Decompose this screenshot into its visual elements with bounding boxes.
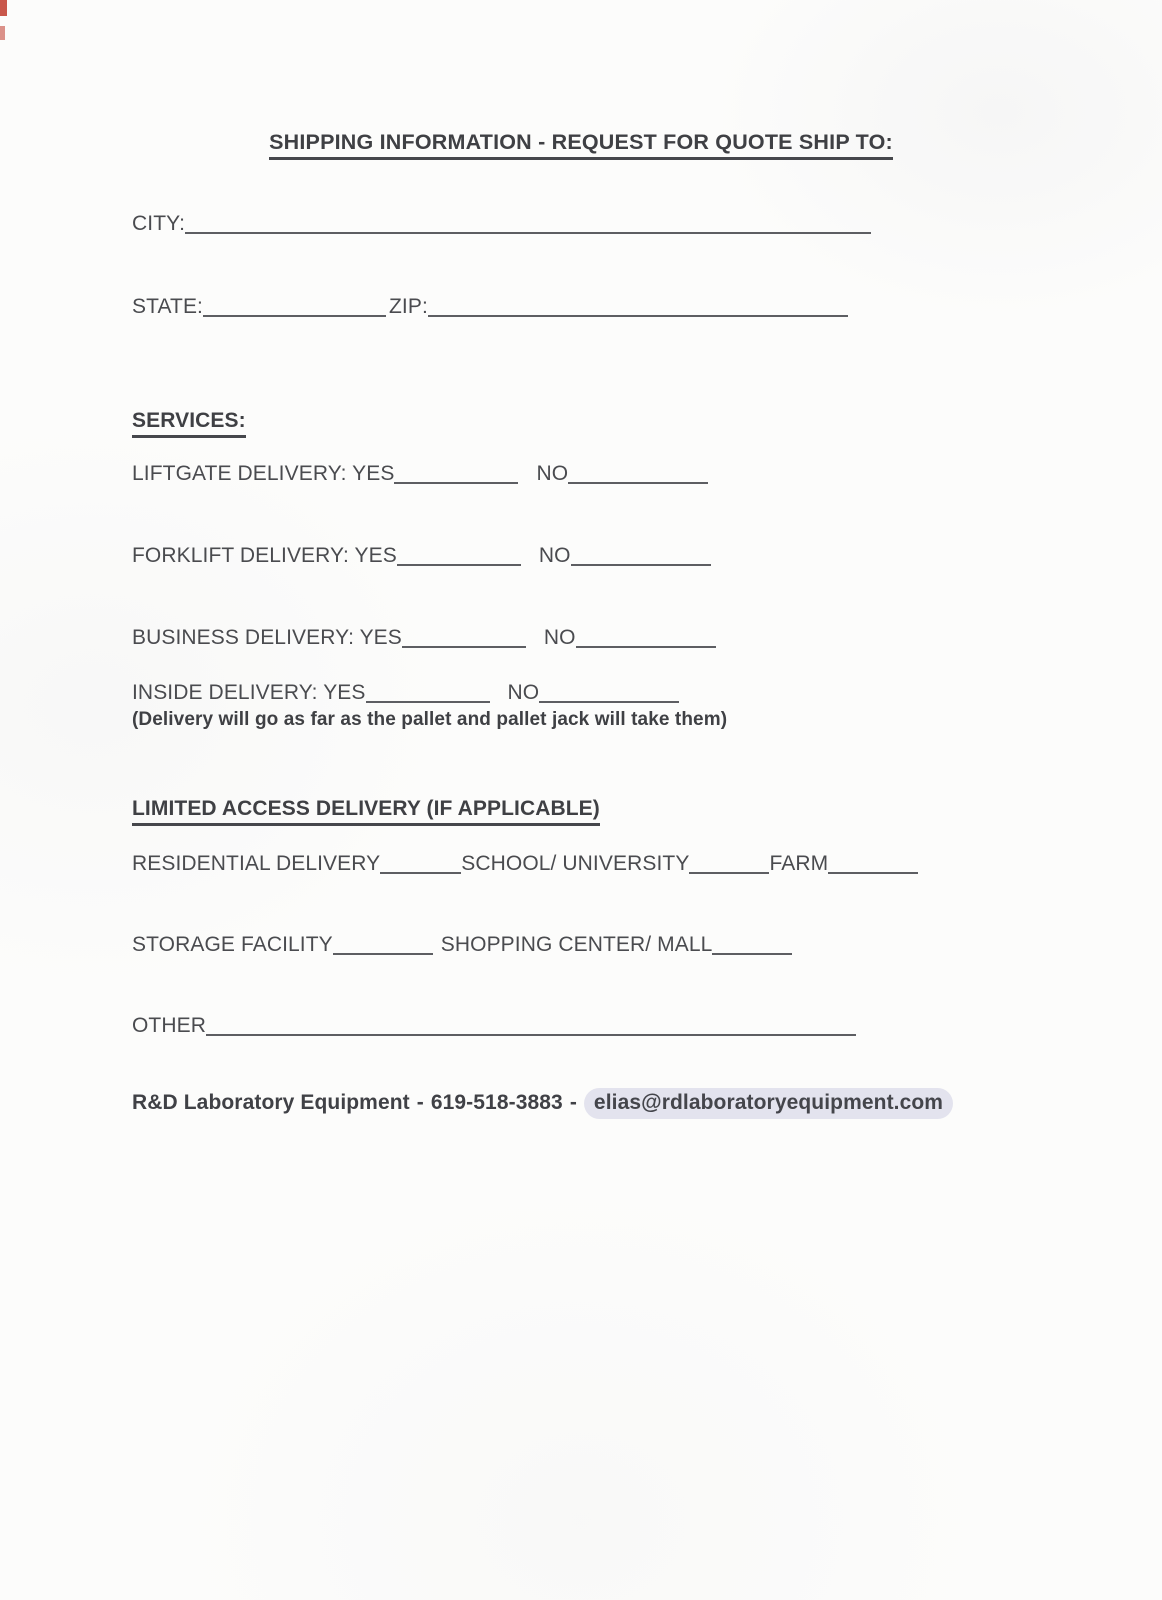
page-title-text: SHIPPING INFORMATION - REQUEST FOR QUOTE SHIP TO:	[269, 130, 893, 160]
no-label: NO	[507, 681, 540, 704]
city-row	[132, 211, 871, 237]
city-input-line[interactable]	[185, 229, 871, 234]
storage-facility-line[interactable]	[333, 950, 433, 955]
school-university-line[interactable]	[689, 869, 769, 874]
school-university-label: SCHOOL/ UNIVERSITY	[461, 852, 690, 875]
inside-no-line[interactable]	[539, 698, 679, 703]
liftgate-yes-line[interactable]	[394, 479, 518, 484]
yes-label: YES	[352, 462, 395, 485]
inside-delivery-note: (Delivery will go as far as the pallet and pallet jack will take them)	[132, 709, 728, 730]
state-zip-row	[132, 294, 848, 320]
shopping-center-mall-line[interactable]	[712, 950, 792, 955]
footer-contact-line	[132, 1090, 953, 1116]
business-yes-line[interactable]	[402, 643, 526, 648]
shopping-center-mall-label: SHOPPING CENTER/ MALL	[440, 933, 713, 956]
limited-access-row-1	[132, 851, 918, 877]
other-row	[132, 1013, 856, 1039]
limited-access-row-2	[132, 932, 792, 958]
state-label: STATE:	[132, 295, 203, 318]
services-heading-text: SERVICES:	[132, 408, 246, 438]
zip-input-line[interactable]	[428, 312, 848, 317]
forklift-delivery-label: FORKLIFT DELIVERY:	[132, 544, 349, 567]
other-label: OTHER	[132, 1014, 206, 1037]
limited-access-heading	[132, 796, 600, 826]
page-title	[0, 130, 1162, 160]
state-input-line[interactable]	[203, 312, 386, 317]
yes-label: YES	[359, 626, 402, 649]
phone-number: 619-518-3883	[430, 1091, 563, 1114]
services-heading	[132, 408, 246, 438]
scan-edge-artifact	[0, 26, 5, 40]
forklift-no-line[interactable]	[571, 561, 711, 566]
yes-label: YES	[354, 544, 397, 567]
forklift-yes-line[interactable]	[397, 561, 521, 566]
business-delivery-label: BUSINESS DELIVERY:	[132, 626, 355, 649]
email-link[interactable]: elias@rdlaboratoryequipment.com	[584, 1088, 953, 1119]
limited-access-heading-text: LIMITED ACCESS DELIVERY (IF APPLICABLE)	[132, 796, 600, 826]
no-label: NO	[543, 626, 576, 649]
farm-label: FARM	[769, 852, 829, 875]
liftgate-delivery-row	[132, 461, 708, 487]
zip-label: ZIP:	[389, 295, 428, 318]
company-name: R&D Laboratory Equipment	[132, 1091, 410, 1114]
business-delivery-row	[132, 625, 716, 651]
inside-delivery-row	[132, 680, 679, 706]
no-label: NO	[538, 544, 571, 567]
yes-label: YES	[323, 681, 366, 704]
forklift-delivery-row	[132, 543, 711, 569]
liftgate-no-line[interactable]	[568, 479, 708, 484]
inside-delivery-label: INSIDE DELIVERY:	[132, 681, 318, 704]
inside-yes-line[interactable]	[366, 698, 490, 703]
separator-dash: -	[569, 1091, 577, 1114]
liftgate-delivery-label: LIFTGATE DELIVERY:	[132, 462, 347, 485]
residential-line[interactable]	[380, 869, 461, 874]
storage-facility-label: STORAGE FACILITY	[132, 933, 333, 956]
scan-edge-artifact	[0, 0, 7, 16]
other-input-line[interactable]	[206, 1031, 856, 1036]
no-label: NO	[536, 462, 569, 485]
residential-delivery-label: RESIDENTIAL DELIVERY	[132, 852, 381, 875]
city-label: CITY:	[132, 212, 186, 235]
business-no-line[interactable]	[576, 643, 716, 648]
farm-line[interactable]	[828, 869, 918, 874]
separator-dash: -	[416, 1091, 424, 1114]
